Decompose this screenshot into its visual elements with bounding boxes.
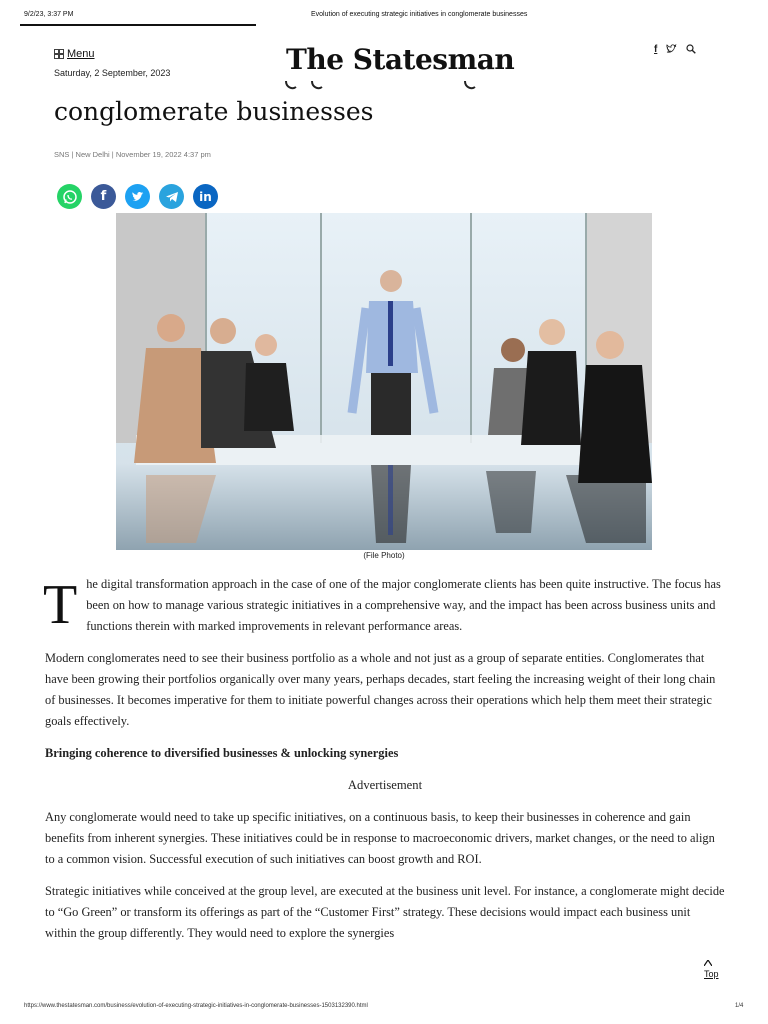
header-social	[654, 44, 696, 55]
current-date: Saturday, 2 September, 2023	[54, 68, 171, 78]
back-to-top-label: Top	[704, 969, 719, 979]
section-subhead: Bringing coherence to diversified businesses & unlocking synergies	[45, 746, 399, 760]
header-divider	[20, 24, 256, 26]
facebook-link-icon[interactable]: f	[654, 44, 658, 55]
paragraph-1	[43, 574, 725, 637]
meeting-photo-illustration	[116, 213, 652, 550]
menu-button[interactable]	[54, 48, 95, 60]
article-headline	[54, 92, 734, 132]
print-doc-title: Evolution of executing strategic initiatives in conglomerate businesses	[311, 11, 528, 18]
article-body	[45, 574, 725, 955]
print-url: https://www.thestatesman.com/business/evolution-of-executing-strategic-initiatives-in-conglomerate-businesses-1503132390.html	[24, 1003, 368, 1009]
paragraph-4: Strategic initiatives while conceived at the group level, are executed at the business unit level. For instance, a conglomerate might decide to “Go Green” or transform its offerings as part of the “Customer First” strategy. These decisions would impact each business unit within the group differently. They would need to explore the synergies	[45, 884, 725, 940]
site-logo[interactable]: The Statesman	[286, 43, 515, 76]
linkedin-icon[interactable]: in	[193, 184, 218, 209]
headline-clipped-line	[54, 80, 514, 92]
print-datetime: 9/2/23, 3:37 PM	[24, 11, 74, 18]
twitter-icon[interactable]	[125, 184, 150, 209]
photo-caption: (File Photo)	[363, 551, 405, 560]
clipped-descenders	[54, 81, 514, 92]
arrow-up-icon	[704, 960, 712, 966]
search-icon[interactable]	[686, 44, 696, 54]
paragraph-3: Any conglomerate would need to take up specific initiatives, on a continuous basis, to keep their businesses in coherence and gain benefits from inherent synergies. These initiatives could be in response to macroeconomic drivers, market changes, or the need to align to a common vision. Successful execution of such initiatives can boost growth and ROI.	[45, 810, 715, 866]
article-byline: SNS | New Delhi | November 19, 2022 4:37 pm	[54, 150, 211, 159]
twitter-link-icon[interactable]	[666, 44, 677, 54]
back-to-top-button[interactable]	[704, 958, 728, 980]
menu-label: Menu	[67, 48, 95, 60]
telegram-icon[interactable]	[159, 184, 184, 209]
whatsapp-icon[interactable]	[57, 184, 82, 209]
advertisement-label: Advertisement	[347, 778, 423, 792]
menu-icon	[54, 49, 64, 59]
facebook-icon[interactable]: f	[91, 184, 116, 209]
headline-text: conglomerate businesses	[54, 97, 374, 126]
drop-cap: T	[43, 574, 78, 636]
article-photo	[116, 213, 652, 550]
paragraph-1-text: he digital transformation approach in the case of one of the major conglomerate clients has been quite instructive. The focus has been on how to manage various strategic initiatives in a comprehensive way, and the impact has been across business units and functions therein with marked improvements in relevant performance areas.	[86, 577, 721, 633]
share-bar	[57, 184, 218, 209]
print-page-number: 1/4	[735, 1003, 744, 1009]
paragraph-2: Modern conglomerates need to see their business portfolio as a whole and not just as a group of separate entities. Conglomerates that have been growing their portfolios organically over many years, perhaps decades, start feeling the increasing weight of their long chain of businesses. It becomes imperative for them to initiate powerful changes across their operations which help them meet their strategic goals effectively.	[45, 651, 716, 728]
